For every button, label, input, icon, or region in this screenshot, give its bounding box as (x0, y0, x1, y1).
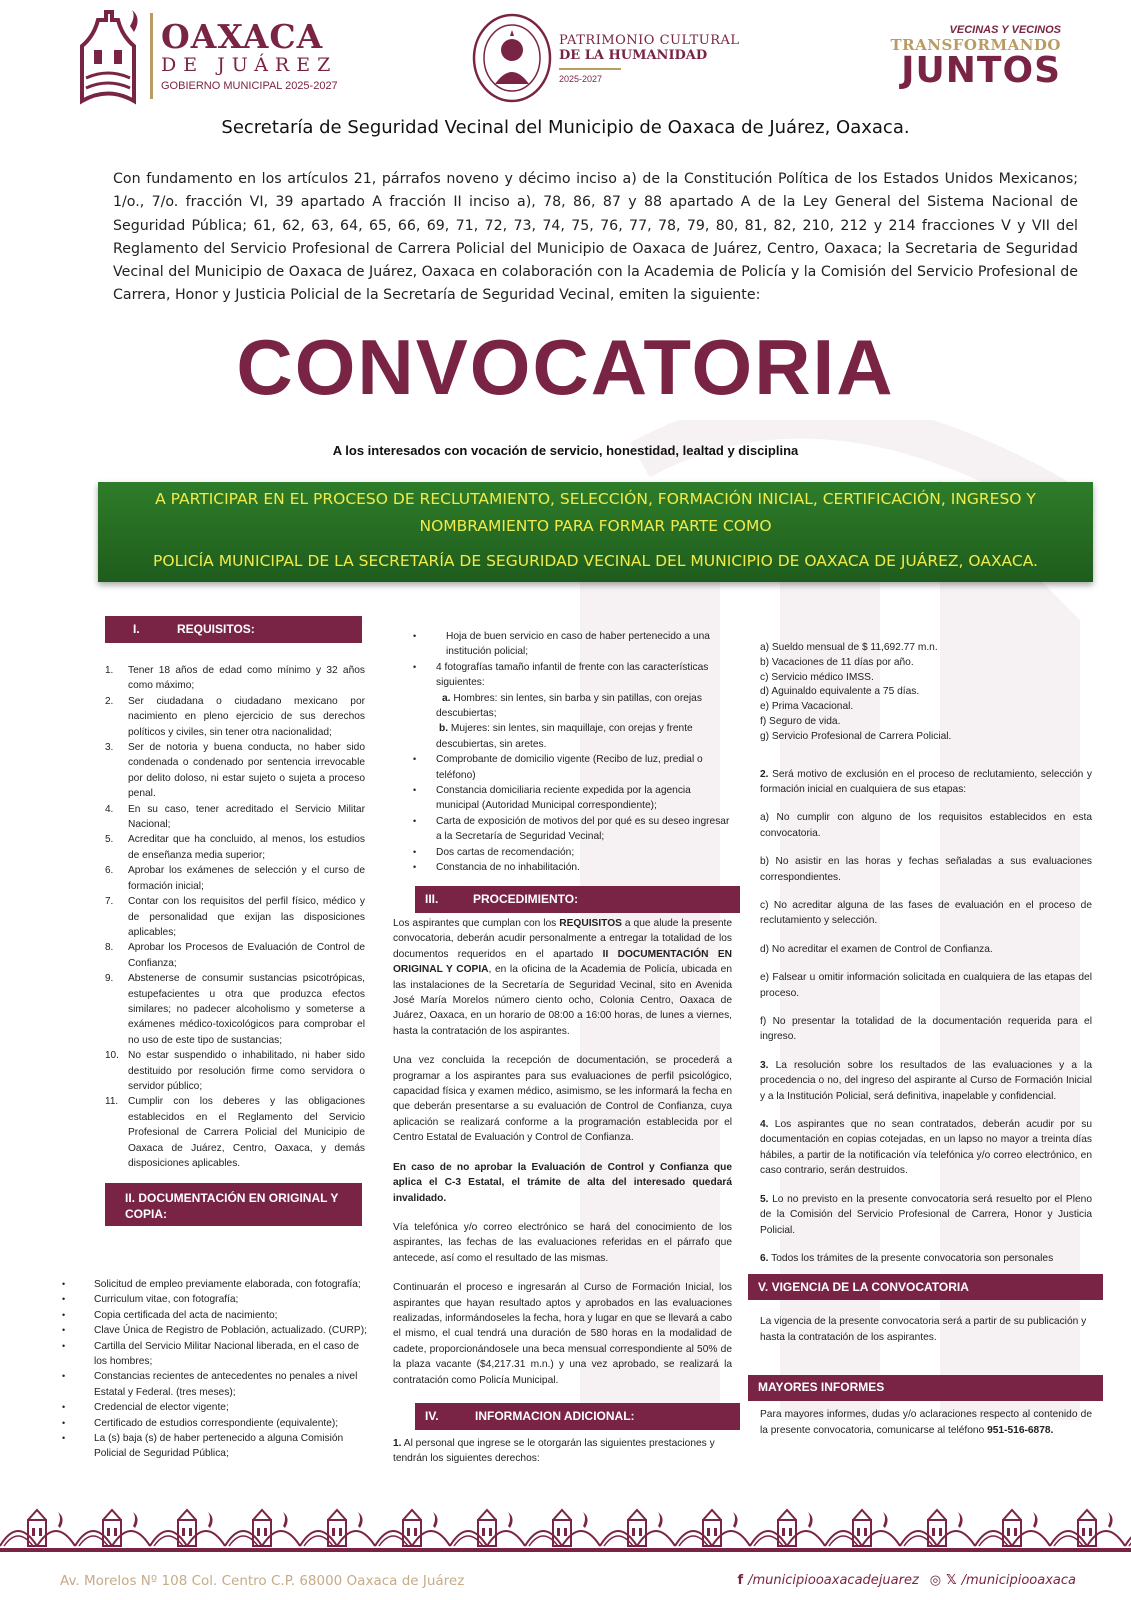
instagram-icon: ◎ (929, 1573, 942, 1588)
item-text: Credencial de elector vigente; (94, 1402, 229, 1414)
requisito-item (105, 832, 365, 863)
requisito-item (105, 663, 365, 694)
section-number: I. (133, 621, 140, 636)
requisito-item (105, 971, 365, 1048)
documentacion-list-left (62, 1277, 367, 1462)
list-item (413, 752, 733, 783)
exclusion-item: c) No acreditar alguna de las fases de evaluación en el proceso de reclutamiento y selección. (760, 900, 1092, 927)
benefit-item: d) Aguinaldo equivalente a 75 días. (760, 686, 920, 698)
item-text: Ser ciudadana o ciudadano mexicano por nacimiento en pleno ejercicio de sus derechos políticos y civiles, sin tener otra nacionalidad; (128, 695, 365, 738)
bullet-icon: • (62, 1402, 66, 1413)
list-item (413, 814, 733, 845)
logo-patrimonio-cultural (471, 12, 740, 104)
list-item (62, 1400, 367, 1415)
exclusion-item: e) Falsear u omitir información solicitada en cualquiera de las etapas del proceso. (760, 972, 1092, 999)
page-subtitle: A los interesados con vocación de servicio, honestidad, lealtad y disciplina (332, 443, 799, 458)
patrimonio-line1: PATRIMONIO CULTURAL (559, 32, 740, 48)
photo-requirement-men: a. Hombres: sin lentes, sin barba y sin patillas, con orejas descubiertas; (436, 692, 702, 720)
juntos-line3: JUNTOS (901, 50, 1061, 91)
item-text: Cumplir con los deberes y las obligaciones establecidos en el Reglamento del Servicio Profesional de Carrera Policial del Municipio de Oaxaca de Juárez, Centro, Oaxaca, y demás disposiciones aplicables. (128, 1096, 365, 1169)
footer-address: Av. Morelos Nº 108 Col. Centro C.P. 68000 Oaxaca de Juárez (60, 1573, 465, 1589)
documentacion-items-right (413, 629, 733, 691)
juntos-line2: TRANSFORMANDO (890, 36, 1061, 54)
section-title-line2: COPIA: (125, 1207, 167, 1222)
item-text: Constancia domiciliaria reciente expedida por la agencia municipal (Autoridad Municipal correspondiente); (436, 785, 691, 812)
list-item (62, 1369, 367, 1400)
item-text: Carta de exposición de motivos del por qué es su deseo ingresar a la Secretaría de Seguridad Vecinal; (436, 815, 730, 843)
info-adicional-paragraph-2: 2. Será motivo de exclusión en el proceso de reclutamiento, selección y formación inicial en cualquiera de sus etapas: (760, 768, 1092, 795)
benefit-item: a) Sueldo mensual de $ 11,692.77 m.n. (760, 642, 938, 653)
exclusion-item: f) No presentar la totalidad de la documentación requerida para el ingreso. (760, 1016, 1092, 1043)
section-header-info-adicional (415, 1403, 740, 1430)
item-text: Copia certificada del acta de nacimiento; (94, 1309, 278, 1321)
facebook-handle[interactable]: /municipiooaxacadejuarez (748, 1573, 919, 1588)
item-number: 1. (105, 665, 114, 676)
item-text: En su caso, tener acreditado el Servicio Militar Nacional; (128, 803, 365, 831)
benefit-item: g) Servicio Profesional de Carrera Policial. (760, 730, 952, 742)
list-item (413, 783, 733, 814)
patrimonio-divider (559, 68, 621, 70)
bullet-icon: • (62, 1325, 66, 1336)
exclusion-item: d) No acreditar el examen de Control de Confianza. (760, 943, 993, 955)
item-text: Solicitud de empleo previamente elaborada, con fotografía; (94, 1279, 361, 1290)
logo-transformando-juntos (890, 24, 1061, 91)
bullet-icon: • (62, 1279, 66, 1289)
item-text: Dos cartas de recomendación; (436, 846, 575, 858)
item-number: 5. (105, 834, 114, 846)
section-procedimiento (393, 886, 732, 1467)
benefit-item: c) Servicio médico IMSS. (760, 671, 874, 683)
banner-line-1: A PARTICIPAR EN EL PROCESO DE RECLUTAMIENTO, SELECCIÓN, FORMACIÓN INICIAL, CERTIFICACIÓN, INGRESO Y (155, 490, 1036, 508)
item-text: Contar con los requisitos del perfil físico, médico y de personalidad que exijan las disposiciones aplicables; (128, 896, 365, 938)
decorative-border-pattern (0, 1506, 1131, 1548)
item-text: Clave Única de Registro de Población, actualizado. (CURP); (94, 1325, 367, 1337)
procedimiento-paragraph-1: Los aspirantes que cumplan con los REQUISITOS a que alude la presente convocatoria, deberán acudir personalmente a entregar la totalidad de los documentos requeridos en el apartado II DOCUMENTACIÓN EN ORIGINAL Y COPIA, en la oficina de la Academia de Policía, ubicada en las instalaciones de la Secretaría de Seguridad Vecinal, sito en Avenida José María Morelos número ciento ocho, Colonia Centro, Oaxaca de Juárez, Oaxaca, en un horario de 08:00 a 16:00 horas, de lunes a viernes, hasta la contratación de los aspirantes. (393, 918, 732, 1037)
item-text: La (s) baja (s) de haber pertenecido a alguna Comisión Policial de Seguridad Pública; (94, 1433, 344, 1460)
section-header-vigencia (748, 1274, 1103, 1300)
item-text: Tener 18 años de edad como mínimo y 32 años como máximo; (128, 665, 365, 692)
bullet-icon: • (62, 1294, 66, 1305)
section-title: PROCEDIMIENTO: (473, 891, 579, 906)
item-text: Aprobar los exámenes de selección y el curso de formación inicial; (128, 865, 365, 892)
requisito-item (105, 940, 365, 971)
bullet-icon: • (62, 1340, 66, 1351)
patrimonio-line2: DE LA HUMANIDAD (559, 47, 708, 63)
bullet-icon: • (413, 631, 417, 641)
bullet-icon: • (413, 815, 417, 826)
item-text: No estar suspendido o inhabilitado, ni haber sido destituido por resolución firme como servidora o servidor público; (128, 1050, 365, 1092)
documentacion-items-left (62, 1277, 367, 1462)
logo-line-de-juarez: DE JUÁREZ (161, 54, 338, 76)
section-requisitos (105, 616, 365, 1226)
x-icon: 𝕏 (946, 1573, 957, 1588)
header (0, 0, 1131, 115)
list-item (62, 1339, 367, 1370)
footer-rule (0, 1548, 1131, 1552)
bullet-icon: • (413, 862, 417, 873)
ayuntamiento-seal-icon (471, 12, 553, 104)
list-item (62, 1277, 367, 1292)
documentacion-items-right-rest (413, 752, 733, 875)
item-text: Abstenerse de consumir sustancias psicotrópicas, estupefacientes u otra que produzca efectos similares; no padecer alcoholismo y someterse a exámenes médico-toxicológicos para comprobar el no uso de este tipo de sustancias; (128, 973, 365, 1046)
procedimiento-paragraph-5: Continuarán el proceso e ingresarán al Curso de Formación Inicial, los aspirantes que hayan resultado aptos y aprobados en las evaluaciones realizadas, informándoseles la fecha, hora y lugar en que se llevará a cabo el mismo, el cual tendrá una duración de 580 horas en la modalidad de cadete, proporcionándosele una beca mensual correspondiente al 50% de la plaza vacante ($4,217.31 m.n.) y una vez aprobado, se realizará la contratación como Policía Municipal. (393, 1282, 732, 1386)
footer-social-links (737, 1573, 1076, 1588)
logo-divider (150, 13, 153, 99)
juntos-line1: VECINAS Y VECINOS (949, 24, 1061, 36)
list-item (62, 1308, 367, 1323)
logo-line-oaxaca: OAXACA (161, 17, 324, 56)
item-text: Acreditar que ha concluido, al menos, los estudios de enseñanza media superior; (128, 834, 365, 861)
photo-requirements (436, 691, 733, 753)
item-number: 2. (105, 695, 114, 707)
section-title: MAYORES INFORMES (758, 1380, 885, 1395)
section-info-adicional-continued (760, 641, 1092, 1438)
benefit-item: b) Vacaciones de 11 días por año. (760, 656, 914, 668)
bullet-icon: • (62, 1433, 66, 1444)
bullet-icon: • (413, 661, 417, 672)
section-title-line1: II. DOCUMENTACIÓN EN ORIGINAL Y (125, 1191, 339, 1206)
requisito-item (105, 863, 365, 894)
item-number: 8. (105, 942, 114, 954)
section-number: III. (425, 891, 439, 906)
requisito-item (105, 1094, 365, 1171)
vigencia-text: La vigencia de la presente convocatoria será a partir de su publicación y hasta la contratación de los aspirantes. (760, 1316, 1087, 1343)
bullet-icon: • (62, 1417, 66, 1428)
list-item (62, 1323, 367, 1338)
requisito-item (105, 740, 365, 802)
requisito-item (105, 894, 365, 940)
municipal-emblem-icon (72, 6, 144, 106)
list-item (413, 860, 733, 875)
section-header-requisitos (105, 616, 362, 643)
procedimiento-paragraph-3: En caso de no aprobar la Evaluación de Control y Confianza que aplica el C-3 Estatal, el trámite de alta del interesado quedará invalidado. (393, 1161, 732, 1204)
info-adicional-paragraph-1: 1. Al personal que ingrese se le otorgarán las siguientes prestaciones y tendrán los siguientes derechos: (393, 1437, 715, 1465)
info-adicional-paragraph-4: 4. Los aspirantes que no sean contratados, deberán acudir por su documentación en copias cotejadas, en un lapso no mayor a treinta días hábiles, a partir de la notificación vía telefónica y/o correo electrónico, en caso contrario, serán destruidos. (760, 1119, 1092, 1177)
section-title: REQUISITOS: (177, 621, 255, 636)
bullet-icon: • (413, 754, 417, 765)
list-item: • 4 fotografías tamaño infantil de frente con las características siguientes: (413, 660, 733, 691)
item-text: Constancias recientes de antecedentes no penales a nivel Estatal y Federal. (tres meses); (94, 1371, 358, 1398)
benefits-list (760, 641, 1092, 745)
facebook-icon: f (737, 1573, 744, 1588)
logo-line-gobierno: GOBIERNO MUNICIPAL 2025-2027 (161, 80, 338, 92)
info-adicional-paragraph-3: 3. La resolución sobre los resultados de las evaluaciones y a la procedencia o no, del ingreso del aspirante al Curso de Formación Inicial y a la Institución Policial, será definitiva, inapelable y confidencial. (760, 1059, 1092, 1102)
issuing-agency: Secretaría de Seguridad Vecinal del Municipio de Oaxaca de Juárez, Oaxaca. (221, 117, 910, 138)
item-text: Curriculum vitae, con fotografía; (94, 1294, 239, 1306)
bullet-icon: • (62, 1371, 66, 1382)
procedimiento-paragraph-2: Una vez concluida la recepción de documentación, se procederá a programar a los aspirantes para sus evaluaciones de perfil psicológico, capacidad física y examen médico, asimismo, se les informará la fecha en que deberán presentarse a su evaluación de Control de Confianza, cuya aplicación se realizará conforme a la programación establecida por el Centro Estatal de Evaluación y Control de Confianza. (393, 1055, 732, 1144)
list-item (62, 1416, 367, 1431)
contact-phone[interactable]: 951-516-6878. (987, 1424, 1054, 1436)
documentacion-list-right (413, 629, 733, 876)
benefit-item: e) Prima Vacacional. (760, 701, 854, 713)
requisitos-list (105, 663, 365, 1171)
requisito-item (105, 694, 365, 740)
item-number: 3. (105, 742, 114, 754)
item-number: 7. (105, 896, 114, 908)
list-item (413, 845, 733, 860)
item-number: 9. (105, 973, 114, 985)
section-number: IV. (425, 1408, 439, 1423)
legal-basis-paragraph: Con fundamento en los artículos 21, párrafos noveno y décimo inciso a) de la Constitución Política de los Estados Unidos Mexicanos; 1/o., 7/o. fracción VI, 39 apartado A fracción II inciso a), 78, 86, 87 y 88 apartado A de la Ley General del Sistema Nacional de Seguridad Pública; 61, 62, 63, 64, 65, 66, 69, 71, 72, 73, 74, 75, 76, 77, 78, 79, 80, 81, 82, 210, 212 y 214 fracciones V y VII del Reglamento del Servicio Profesional de Carrera Policial del Municipio de Oaxaca de Juárez, Centro, Oaxaca; la Secretaria de Seguridad Vecinal del Municipio de Oaxaca de Juárez, Oaxaca en colaboración con la Academia de Policía y la Comisión del Servicio Profesional de Carrera, Honor y Justicia Policial de la Secretaría de Seguridad Vecinal, emiten la siguiente: (113, 171, 1078, 304)
item-number: 10. (105, 1050, 119, 1062)
info-adicional-paragraph-6: 6. Todos los trámites de la presente convocatoria son personales (760, 1252, 1054, 1264)
list-item: • Hoja de buen servicio en caso de haber pertenecido a una institución policial; (413, 629, 733, 660)
list-item (62, 1292, 367, 1307)
benefit-item: f) Seguro de vida. (760, 715, 841, 727)
item-text: Constancia de no inhabilitación. (436, 862, 580, 874)
section-title: INFORMACION ADICIONAL: (475, 1408, 635, 1423)
item-number: 11. (105, 1096, 119, 1108)
list-item (62, 1431, 367, 1462)
section-title: V. VIGENCIA DE LA CONVOCATORIA (758, 1279, 969, 1294)
exclusions-list (760, 797, 1092, 1044)
page-title: CONVOCATORIA (236, 323, 895, 411)
item-text: Aprobar los Procesos de Evaluación de Control de Confianza; (128, 942, 365, 969)
item-number: 6. (105, 865, 114, 877)
informes-text: Para mayores informes, dudas y/o aclaraciones respecto al contenido de la presente convocatoria, comunicarse al teléfono 951-516-6878. (760, 1409, 1092, 1436)
requisito-item (105, 802, 365, 833)
section-header-mayores-informes (748, 1375, 1103, 1401)
item-text: Comprobante de domicilio vigente (Recibo de luz, predial o teléfono) (436, 754, 703, 781)
patrimonio-years: 2025-2027 (559, 73, 603, 84)
exclusion-item: b) No asistir en las horas y fechas señaladas a sus evaluaciones correspondientes. (760, 856, 1092, 883)
bullet-icon: • (413, 785, 417, 796)
photo-requirement-women: b. Mujeres: sin lentes, sin maquillaje, con orejas y frente descubiertas, sin aretes. (436, 723, 693, 750)
banner-line-3: POLICÍA MUNICIPAL DE LA SECRETARÍA DE SEGURIDAD VECINAL DEL MUNICIPIO DE OAXACA DE JUÁREZ, OAXACA. (153, 552, 1038, 570)
item-text: Cartilla del Servicio Militar Nacional liberada, en el caso de los hombres; (94, 1340, 359, 1368)
item-text: Ser de notoria y buena conducta, no haber sido condenada o condenado por sentencia irrevocable por delito doloso, ni estar sujeto o sujeta a proceso penal. (128, 742, 365, 800)
call-banner (98, 482, 1093, 582)
bullet-icon: • (413, 846, 417, 857)
requisito-item (105, 1048, 365, 1094)
section-header-documentacion (105, 1183, 362, 1226)
info-adicional-paragraph-5: 5. Lo no previsto en la presente convocatoria será resuelto por el Pleno de la Comisión del Servicio Profesional de Carrera, Honor y Justicia Policial. (760, 1193, 1092, 1236)
procedimiento-paragraph-4: Vía telefónica y/o correo electrónico se hará del conocimiento de los aspirantes, las fechas de las evaluaciones referidas en el párrafo que antecede, así como el resultado de las mismas. (393, 1221, 732, 1264)
item-text: Certificado de estudios correspondiente (equivalente); (94, 1417, 339, 1429)
banner-line-2: NOMBRAMIENTO PARA FORMAR PARTE COMO (419, 517, 772, 535)
bullet-icon: • (62, 1309, 66, 1320)
exclusion-item: a) No cumplir con alguno de los requisitos establecidos en esta convocatoria. (760, 812, 1092, 839)
section-header-procedimiento (415, 886, 740, 913)
x-handle[interactable]: /municipiooaxaca (961, 1573, 1076, 1588)
item-number: 4. (105, 803, 114, 815)
logo-oaxaca-de-juarez (72, 6, 338, 106)
